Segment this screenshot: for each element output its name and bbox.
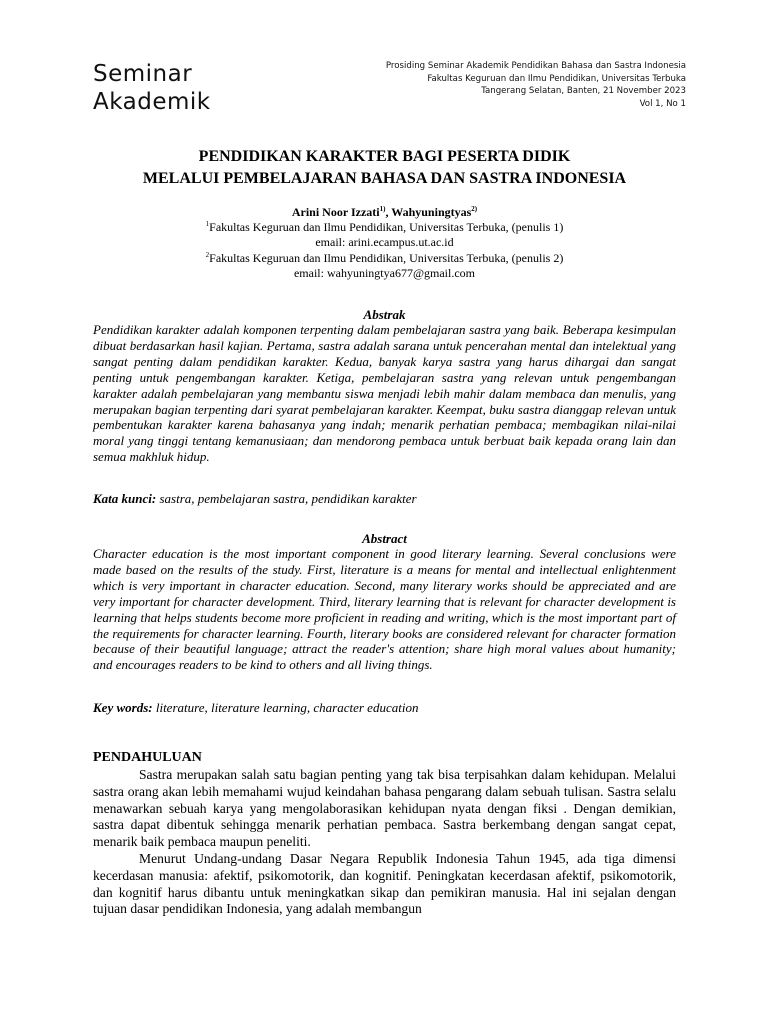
title-line-2: MELALUI PEMBELAJARAN BAHASA DAN SASTRA INDONESIA [142, 169, 627, 187]
abstract-text: Character education is the most important component in good literary learning. Several conclusions were made based on the results of the study. First, literature is a means for mental and intellectual enlightenment which is very important in character education. Second, many literary works should be appreciated and are very important for character development. Third, literary learning that is relevant for character development is learning that helps students become more proficient in reading and writing, which is the most important part of the requirements for character learning. Fourth, literary books are considered relevant for character formation because of their beautiful language; attract the reader's attention; share high moral values about humanity; and encourages readers to be kind to others and all living things. [93, 546, 676, 673]
kata-kunci-text: sastra, pembelajaran sastra, pendidikan karakter [156, 491, 417, 506]
key-words-text: literature, literature learning, character education [152, 700, 419, 715]
brand-line-1: Seminar [93, 61, 193, 87]
title-line-1: PENDIDIKAN KARAKTER BAGI PESERTA DIDIK [198, 148, 571, 165]
proceedings-volume: Vol 1, No 1 [639, 98, 686, 109]
author-2-marker: 2) [471, 205, 478, 213]
pendahuluan-body [93, 767, 676, 918]
affiliation-2-marker: 2 [205, 250, 210, 259]
pendahuluan-heading: PENDAHULUAN [93, 750, 202, 765]
affiliation-1-text: Fakultas Keguruan dan Ilmu Pendidikan, Universitas Terbuka, (penulis 1) [209, 220, 564, 235]
brand-line-2: Akademik [93, 89, 211, 115]
affiliation-2-text: Fakultas Keguruan dan Ilmu Pendidikan, Universitas Terbuka, (penulis 2) [209, 250, 564, 265]
email-2: email: wahyuningtya677@gmail.com [293, 265, 475, 280]
seminar-brand [93, 60, 211, 116]
key-words [93, 700, 676, 716]
author-1: Arini Noor Izzati [291, 205, 380, 219]
kata-kunci-label: Kata kunci: [93, 491, 157, 506]
pendahuluan-paragraph-1: Sastra merupakan salah satu bagian penting yang tak bisa terpisahkan dalam kehidupan. Melalui sastra orang akan lebih memahami wujud keindahan bahasa pengarang dalam sebuah tulisan. Sastra selalu menawarkan sebuah karya yang mengolaborasikan kehidupan nyata dengan fiksi . Dengan demikian, sastra dapat dibentuk sehingga menarik perhatian pembaca. Sastra berkembang dengan sangat cepat, menarik baik pembaca maupun peneliti. [93, 767, 676, 850]
proceedings-info [386, 60, 686, 110]
author-separator: , [385, 205, 392, 219]
author-1-marker: 1) [379, 205, 386, 213]
email-1: email: arini.ecampus.ut.ac.id [315, 235, 454, 250]
proceedings-location-date: Tangerang Selatan, Banten, 21 November 2023 [481, 86, 686, 97]
proceedings-name: Prosiding Seminar Akademik Pendidikan Bahasa dan Sastra Indonesia [385, 61, 686, 71]
abstrak-text: Pendidikan karakter adalah komponen terpenting dalam pembelajaran sastra yang baik. Beberapa kesimpulan dibuat berdasarkan hasil kajian. Pertama, sastra adalah sarana untuk pencerahan mental dan intelektual yang sangat penting dalam pendidikan karakter. Kedua, banyak karya sastra yang harus dihargai dan sangat penting untuk pengembangan karakter. Ketiga, pembelajaran sastra yang relevan untuk pengembangan karakter adalah pembelajaran yang membantu siswa menjadi lebih mahir dalam membaca dan menulis, yang merupakan bagian terpenting dari syarat pembelajaran karakter. Keempat, buku sastra dianggap relevan untuk pembentukan karakter karena bahasanya yang indah; menarik perhatian pembaca; membagikan nilai-nilai moral yang tinggi tentang kemanusiaan; dan mendorong pembaca untuk berbuat baik kepada orang lain dan semua makhluk hidup. [93, 322, 676, 465]
abstract-heading: Abstract [362, 531, 407, 546]
key-words-label: Key words: [93, 700, 153, 715]
proceedings-faculty: Fakultas Keguruan dan Ilmu Pendidikan, Universitas Terbuka [427, 73, 686, 84]
paper-title [93, 146, 676, 189]
kata-kunci [93, 491, 676, 507]
affiliation-2 [93, 251, 676, 266]
affiliation-1 [93, 220, 676, 235]
pendahuluan-paragraph-2: Menurut Undang-undang Dasar Negara Republik Indonesia Tahun 1945, ada tiga dimensi kecerdasan manusia: afektif, psikomotorik, dan kognitif. Peningkatan kecerdasan afektif, psikomotorik, dan kognitif harus dibantu untuk meningkatkan sikap dan pemikiran manusia. Hal ini sejalan dengan tujuan dasar pendidikan Indonesia, yang adalah membangun [93, 850, 676, 917]
abstrak-heading: Abstrak [363, 307, 406, 322]
author-block [93, 205, 676, 281]
author-2: Wahyuningtyas [391, 205, 472, 219]
affiliation-1-marker: 1 [205, 220, 210, 229]
author-names [93, 205, 676, 220]
